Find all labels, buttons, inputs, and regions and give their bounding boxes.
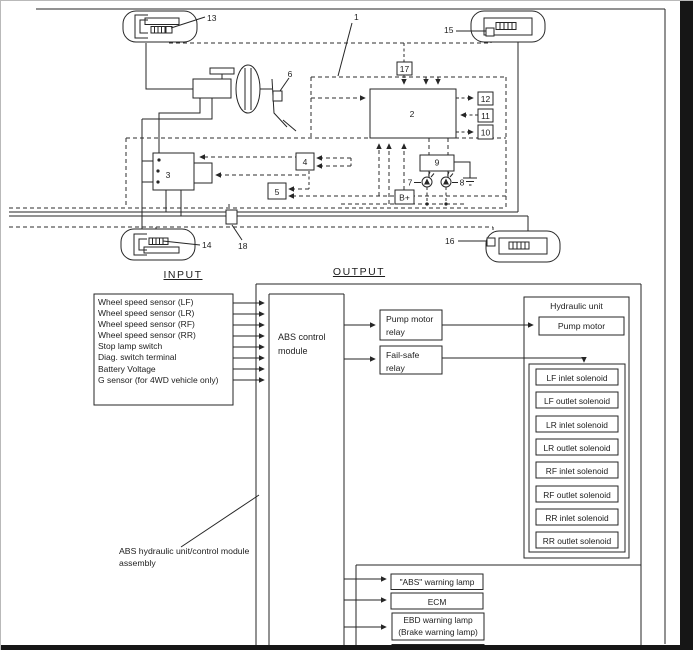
solenoid-label: LR inlet solenoid bbox=[546, 419, 608, 430]
input-signal-item: Wheel speed sensor (LF) bbox=[98, 297, 194, 307]
wheel-rear-right bbox=[458, 231, 560, 262]
g-sensor-box bbox=[226, 210, 237, 224]
component-number-1: 1 bbox=[354, 12, 359, 22]
stop-lamp-switch bbox=[273, 91, 282, 101]
input-signal-item: Wheel speed sensor (RR) bbox=[98, 330, 196, 341]
component-number-7: 7 bbox=[407, 177, 413, 188]
pump-motor-relay-label: Pump motor relay bbox=[386, 314, 434, 337]
pump-motor-label: Pump motor bbox=[557, 321, 606, 331]
ground-symbol bbox=[454, 162, 477, 185]
component-number-3: 3 bbox=[165, 170, 171, 180]
warning-lamp-symbols bbox=[414, 171, 458, 187]
solenoid-label: RR outlet solenoid bbox=[542, 535, 612, 546]
solenoid-label: LF outlet solenoid bbox=[543, 395, 611, 406]
master-cylinder-booster-pedal bbox=[193, 65, 296, 131]
wheel-front-right bbox=[456, 11, 545, 42]
solenoid-label: RF inlet solenoid bbox=[545, 465, 609, 476]
solenoid-label: RR inlet solenoid bbox=[545, 512, 609, 523]
component-number-5: 5 bbox=[274, 187, 280, 197]
abs-warning-lamp-label: "ABS" warning lamp bbox=[399, 577, 475, 587]
component-number-11: 11 bbox=[481, 111, 490, 121]
scan-margin-right bbox=[680, 1, 693, 650]
component-number-15: 15 bbox=[444, 25, 454, 35]
component-number-17: 17 bbox=[399, 64, 410, 74]
input-section-header: INPUT bbox=[163, 269, 203, 281]
battery-plus-label: B+ bbox=[399, 192, 410, 203]
solenoid-label: LR outlet solenoid bbox=[543, 442, 611, 453]
input-signal-list bbox=[98, 297, 231, 386]
component-number-12: 12 bbox=[480, 94, 491, 104]
solenoid-label: LF inlet solenoid bbox=[546, 372, 608, 383]
component-number-2: 2 bbox=[409, 109, 415, 119]
component-number-4: 4 bbox=[302, 157, 308, 167]
component-number-14: 14 bbox=[202, 240, 212, 250]
ebd-warning-lamp-label: EBD warning lamp (Brake warning lamp) bbox=[398, 615, 478, 637]
hydraulic-unit-title: Hydraulic unit bbox=[550, 301, 603, 311]
component-number-10: 10 bbox=[480, 127, 491, 138]
input-signal-item: Stop lamp switch bbox=[98, 341, 163, 352]
schematic-boxes bbox=[153, 23, 493, 240]
component-number-16: 16 bbox=[445, 236, 455, 246]
assembly-label-leader bbox=[181, 495, 259, 547]
input-signal-item: Wheel speed sensor (RF) bbox=[98, 319, 195, 330]
component-number-6: 6 bbox=[287, 69, 293, 79]
input-signal-item: G sensor (for 4WD vehicle only) bbox=[98, 374, 219, 385]
assembly-label: ABS hydraulic unit/control module assembly bbox=[119, 546, 250, 568]
component-number-18: 18 bbox=[238, 241, 248, 251]
component-number-9: 9 bbox=[434, 157, 440, 168]
wheel-front-left bbox=[123, 11, 205, 42]
input-signal-item: Wheel speed sensor (LR) bbox=[98, 308, 195, 319]
component-number-13: 13 bbox=[207, 13, 217, 23]
input-signal-item: Diag. switch terminal bbox=[98, 352, 177, 363]
component-number-8: 8 bbox=[459, 177, 465, 188]
solenoid-label: RF outlet solenoid bbox=[543, 489, 611, 500]
fail-safe-relay-label: Fail-safe relay bbox=[386, 350, 420, 373]
input-signal-item: Battery Voltage bbox=[98, 363, 156, 374]
output-section-header: OUTPUT bbox=[332, 266, 386, 278]
scan-margin-bottom bbox=[1, 645, 693, 650]
wheel-rear-left bbox=[121, 229, 200, 260]
abs-control-module-label: ABS control module bbox=[278, 332, 326, 356]
ecm-label: ECM bbox=[427, 597, 447, 607]
